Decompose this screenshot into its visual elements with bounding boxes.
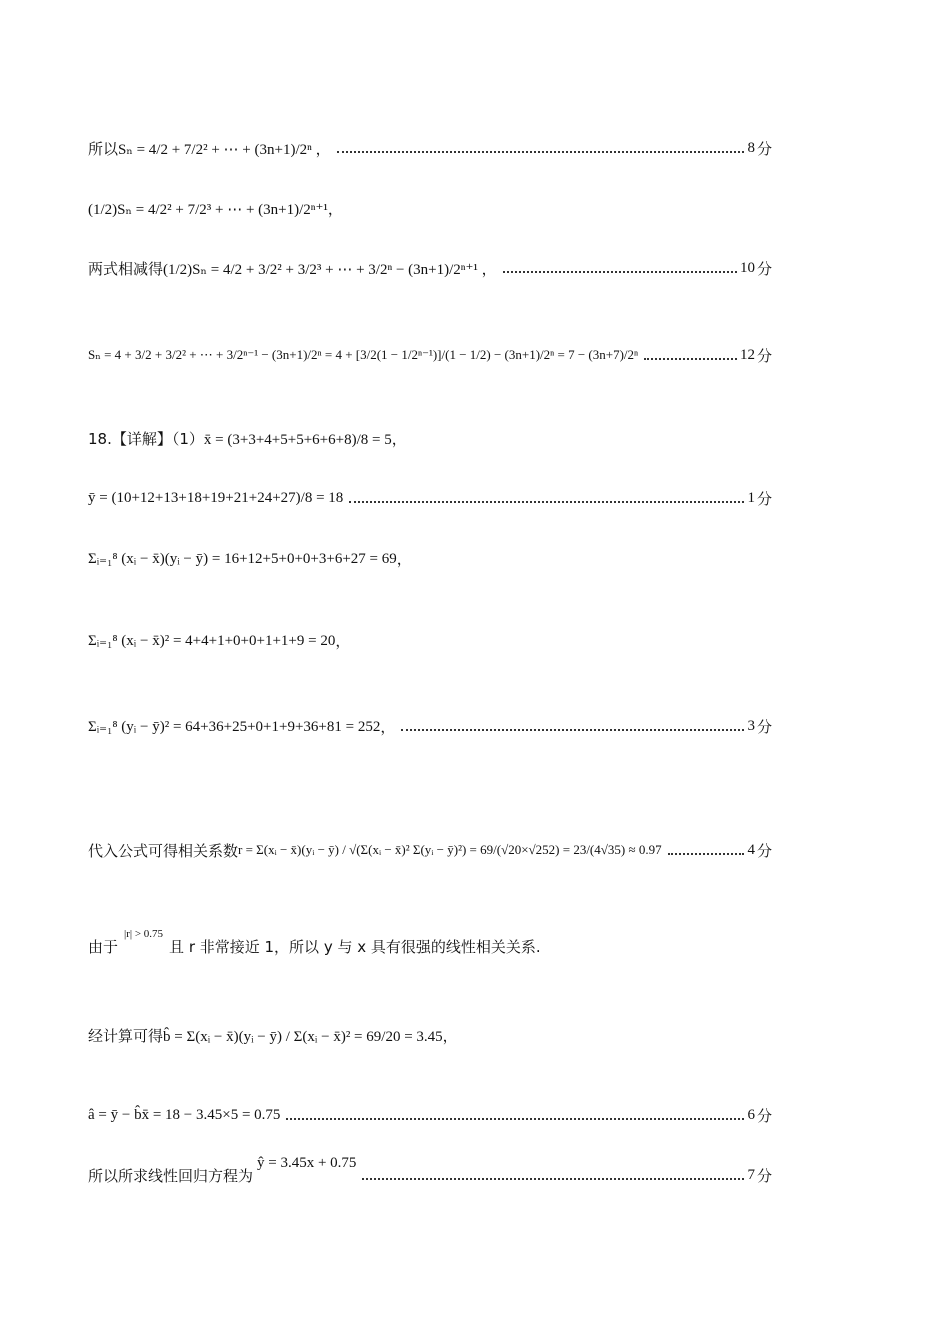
line-prefix: 经计算可得 xyxy=(88,1026,164,1045)
line-a-hat xyxy=(88,1095,772,1135)
line-ybar xyxy=(88,478,772,518)
math-expression: ŷ = 3.45x + 0.75 xyxy=(257,1154,357,1171)
conclusion-text: 且 r 非常接近 1，所以 y 与 x 具有很强的线性相关关系. xyxy=(169,937,541,956)
score-unit: 分 xyxy=(756,139,772,158)
score-value: 1 xyxy=(747,489,755,506)
math-expression: x̄ = (3+3+4+5+5+6+6+8)/8 = 5， xyxy=(203,431,407,448)
math-expression: (1/2)Sₙ = 4/2² + 7/2³ + ⋯ + (3n+1)/2ⁿ⁺¹， xyxy=(88,201,343,218)
score-unit: 分 xyxy=(756,1106,772,1125)
score-unit: 分 xyxy=(756,259,772,278)
score-value: 8 xyxy=(747,139,755,156)
score-unit: 分 xyxy=(756,717,772,736)
math-expression: Sₙ = 4/2 + 7/2² + ⋯ + (3n+1)/2ⁿ ， xyxy=(118,141,331,158)
dot-leader xyxy=(286,1110,744,1120)
line-correlation xyxy=(88,820,772,880)
dot-leader xyxy=(503,263,737,273)
line-prefix: 由于 xyxy=(88,937,119,956)
math-expression: â = ȳ − b̂x̄ = 18 − 3.45×5 = 0.75 xyxy=(88,1106,281,1123)
math-expression: r = Σ(xᵢ − x̄)(yᵢ − ȳ) / √(Σ(xᵢ − x̄)² Σ(yᵢ − ȳ)²) = 69/(√20×√252) = 23/(4√35) ≈ 0.97 xyxy=(238,842,662,857)
trailing-comma: ， xyxy=(335,633,351,650)
math-expression: Σᵢ₌₁⁸ (xᵢ − x̄)(yᵢ − ȳ) = 16+12+5+0+0+3+6+27 = 69 xyxy=(88,550,397,567)
line-sn-result xyxy=(88,335,772,375)
math-expression: (1/2)Sₙ = 4/2 + 3/2² + 3/2³ + ⋯ + 3/2ⁿ − (3n+1)/2ⁿ⁺¹ ， xyxy=(163,261,497,278)
score-unit: 分 xyxy=(756,346,772,365)
trailing-comma: ， xyxy=(396,551,412,568)
line-sum-xx xyxy=(88,620,772,660)
line-conclusion xyxy=(88,926,772,966)
score-value: 3 xyxy=(747,717,755,734)
score-value: 10 xyxy=(739,259,755,276)
math-expression: b̂ = Σ(xᵢ − x̄)(yᵢ − ȳ) / Σ(xᵢ − x̄)² = 69/20 = 3.45， xyxy=(163,1028,458,1045)
math-expression: Sₙ = 4 + 3/2 + 3/2² + ⋯ + 3/2ⁿ⁻¹ − (3n+1)/2ⁿ = 4 + [3/2(1 − 1/2ⁿ⁻¹)]/(1 − 1/2) − (3n+1)/2ⁿ = 7 − (3n+7)/2ⁿ xyxy=(88,347,639,362)
line-sum-yy xyxy=(88,706,772,746)
line-regression xyxy=(88,1155,772,1195)
trailing-comma: ， xyxy=(380,719,396,736)
line-prefix: 代入公式可得相关系数 xyxy=(88,841,239,860)
score-value: 12 xyxy=(739,346,755,363)
line-prefix: 两式相减得 xyxy=(88,259,164,278)
dot-leader xyxy=(362,1170,744,1180)
math-expression: Σᵢ₌₁⁸ (xᵢ − x̄)² = 4+4+1+0+0+1+1+9 = 20 xyxy=(88,632,336,649)
line-prefix: 所以 xyxy=(88,139,119,158)
dot-leader xyxy=(401,721,744,731)
score-value: 4 xyxy=(747,841,755,858)
score-unit: 分 xyxy=(756,489,772,508)
dot-leader xyxy=(349,493,744,503)
score-unit: 分 xyxy=(756,1166,772,1185)
score-value: 7 xyxy=(747,1166,755,1183)
score-value: 6 xyxy=(747,1106,755,1123)
math-expression: Σᵢ₌₁⁸ (yᵢ − ȳ)² = 64+36+25+0+1+9+36+81 = 252 xyxy=(88,718,381,735)
score-unit: 分 xyxy=(756,841,772,860)
line-subtract xyxy=(88,248,772,288)
line-sn-expression xyxy=(88,128,772,168)
question-label: 18.【详解】（1） xyxy=(88,429,204,448)
line-q18-xbar xyxy=(88,418,772,458)
condition-expression: |r| > 0.75 xyxy=(124,928,164,940)
dot-leader xyxy=(668,845,745,855)
math-expression: ȳ = (10+12+13+18+19+21+24+27)/8 = 18 xyxy=(88,489,344,506)
line-sum-xy xyxy=(88,538,772,578)
dot-leader xyxy=(644,350,737,360)
dot-leader xyxy=(337,143,745,153)
line-b-hat xyxy=(88,1010,772,1060)
line-half-sn xyxy=(88,188,772,228)
line-prefix: 所以所求线性回归方程为 xyxy=(88,1166,254,1185)
